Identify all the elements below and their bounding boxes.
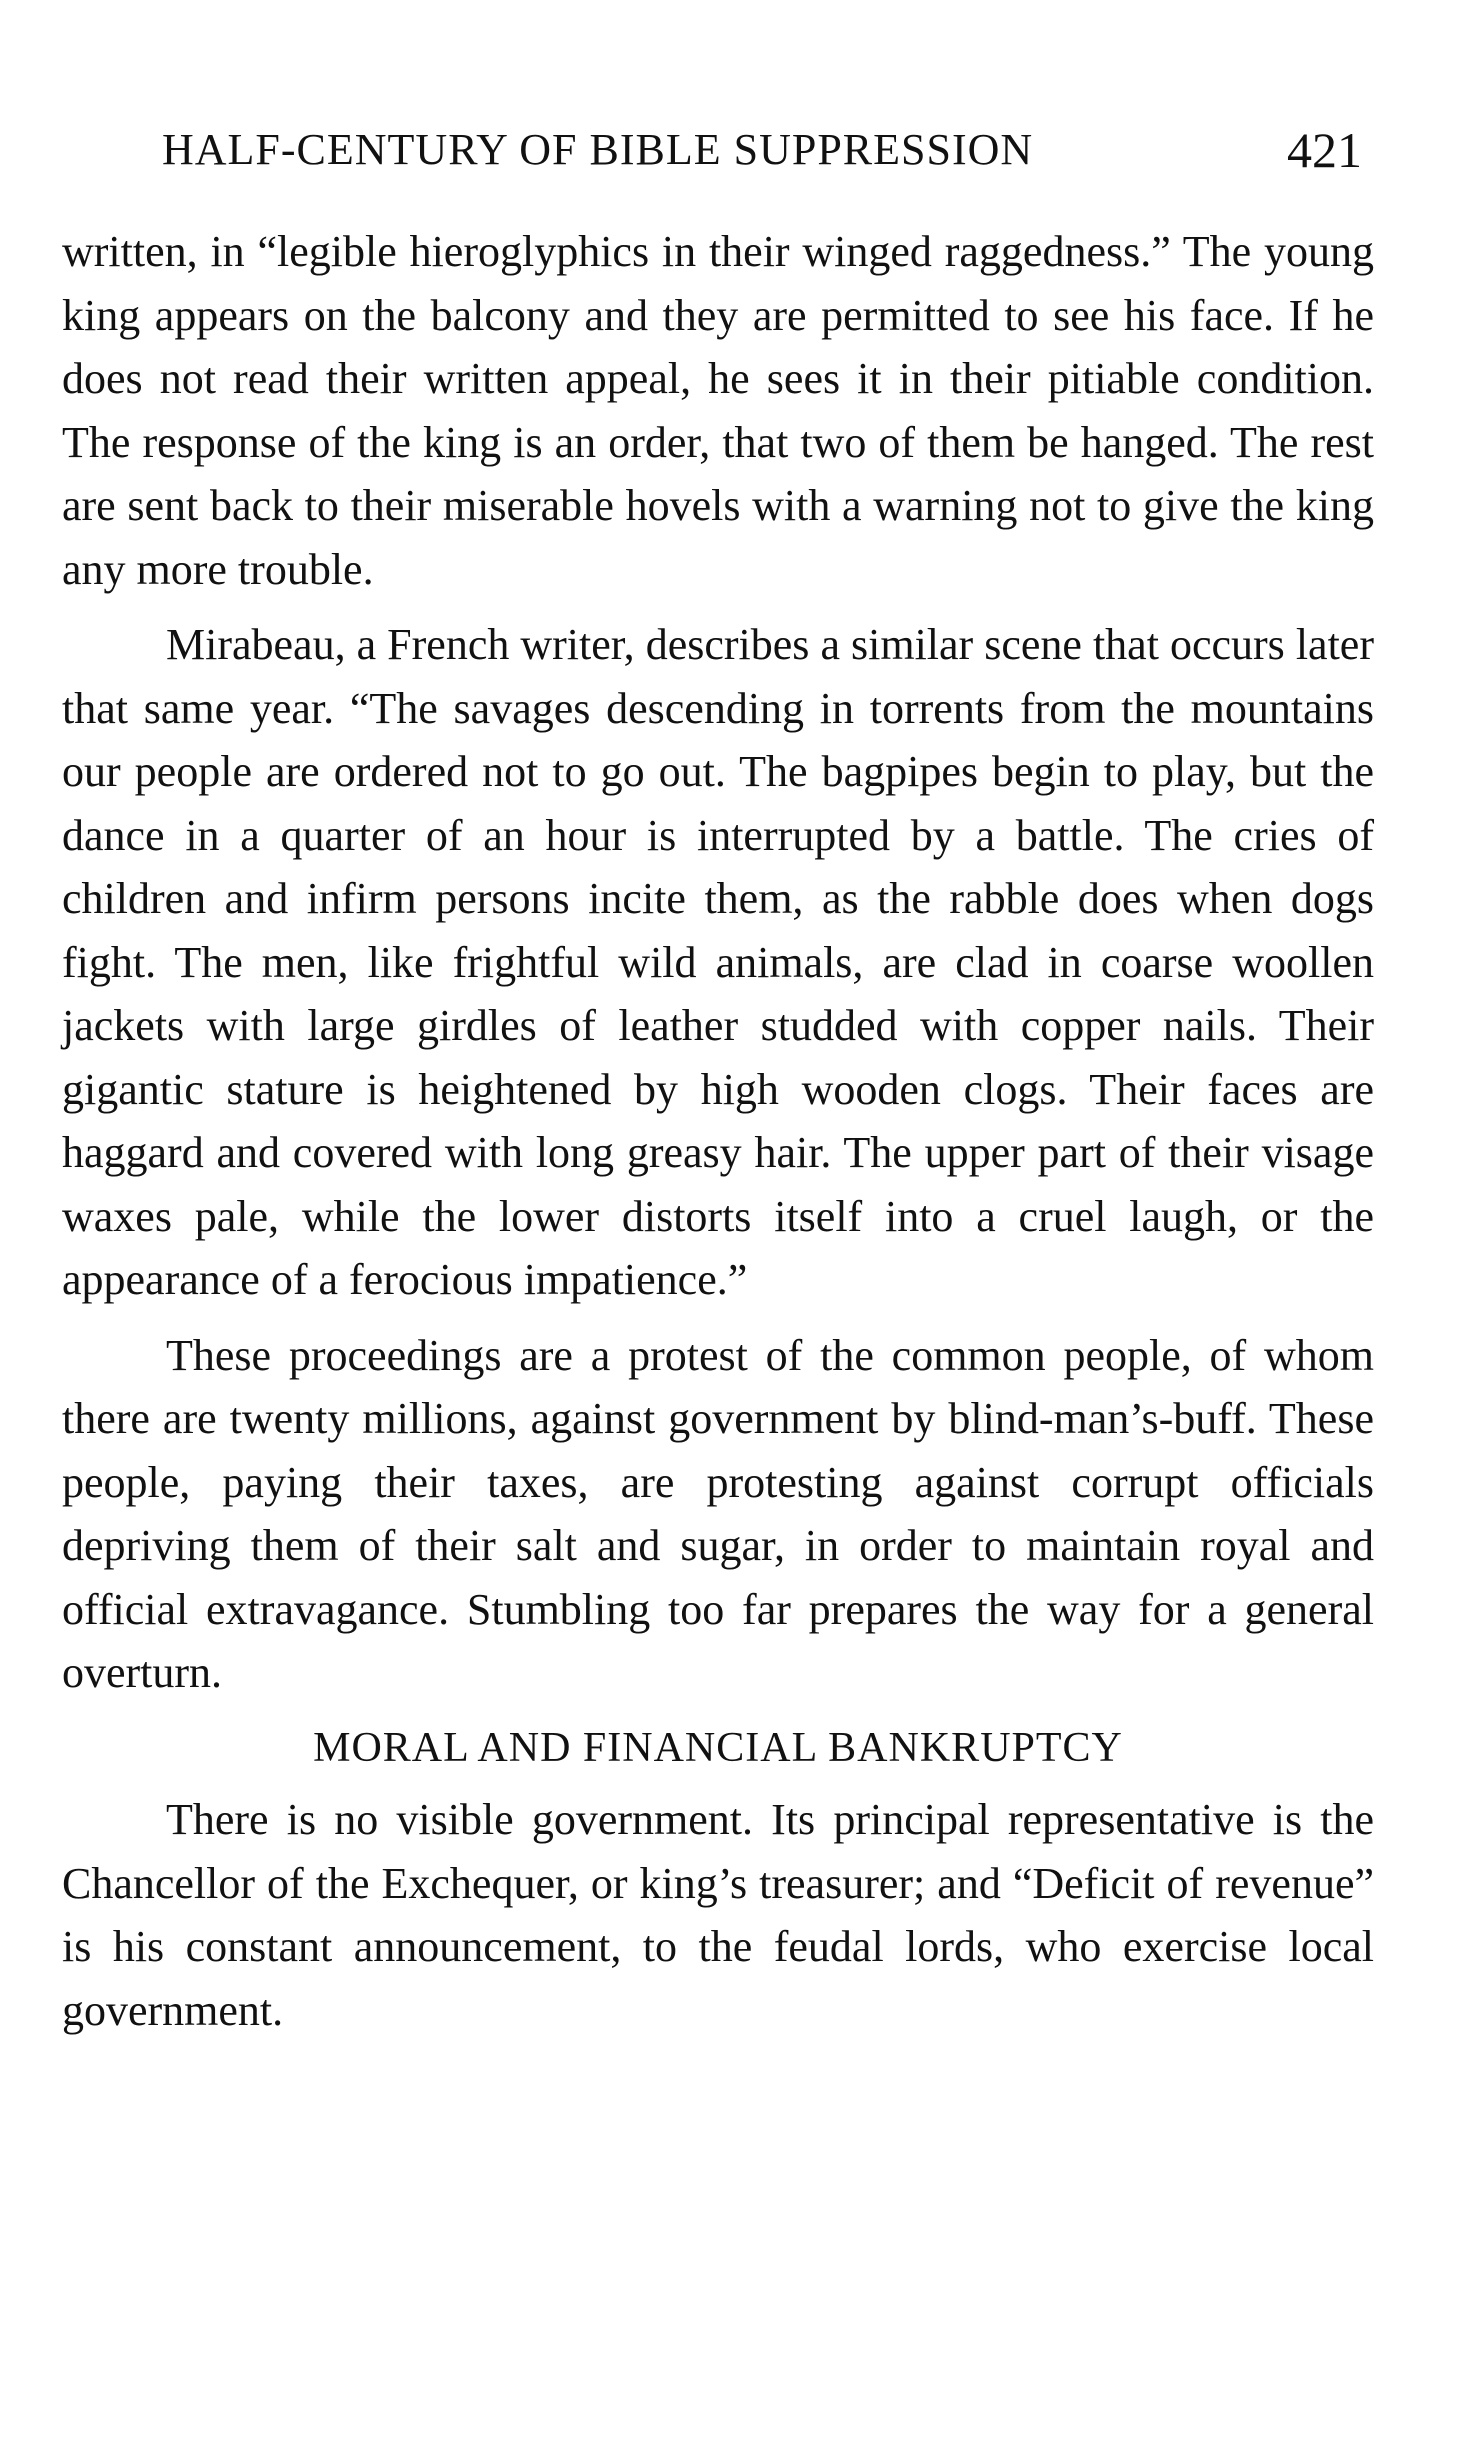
paragraph-4: There is no visible government. Its principal representative is the Chancellor of the Exchequer, or king’s treasurer; and “Deficit of revenue” is his constant announcement, to the feudal lords, who exercise local government. [62, 1795, 1374, 2035]
paragraph-2: Mirabeau, a French writer, describes a similar scene that occurs later that same year. “The savages descending in torrents from the mountains our people are ordered not to go out. The bagpipes begin to play, but the dance in a quarter of an hour is interrupted by a battle. The cries of children and infirm persons incite them, as the rabble does when dogs fight. The men, like frightful wild animals, are clad in coarse woollen jackets with large girdles of leather studded with copper nails. Their gigantic stature is heightened by high wooden clogs. Their faces are haggard and covered with long greasy hair. The upper part of their visage waxes pale, while the lower distorts itself into a cruel laugh, or the appearance of a ferocious impatience.” [62, 620, 1374, 1304]
page-number: 421 [1287, 122, 1362, 178]
body-text [62, 220, 1374, 2054]
section-heading: MORAL AND FINANCIAL BANKRUPTCY [313, 1724, 1123, 1771]
running-head-title: HALF-CENTURY OF BIBLE SUPPRESSION [162, 125, 1034, 174]
running-head [162, 118, 1362, 182]
paragraph-3: These proceedings are a protest of the common people, of whom there are twenty millions, against government by blind-man’s-buff. These people, paying their taxes, are protesting against corrupt officials depriving them of their salt and sugar, in order to maintain royal and official extravagance. Stumbling too far prepares the way for a general overturn. [62, 1330, 1374, 1697]
paragraph-1: written, in “legible hieroglyphics in their winged raggedness.” The young king appears on the balcony and they are permitted to see his face. If he does not read their written appeal, he sees it in their pitiable condition. The response of the king is an order, that two of them be hanged. The rest are sent back to their miserable hovels with a warning not to give the king any more trouble. [62, 227, 1374, 594]
